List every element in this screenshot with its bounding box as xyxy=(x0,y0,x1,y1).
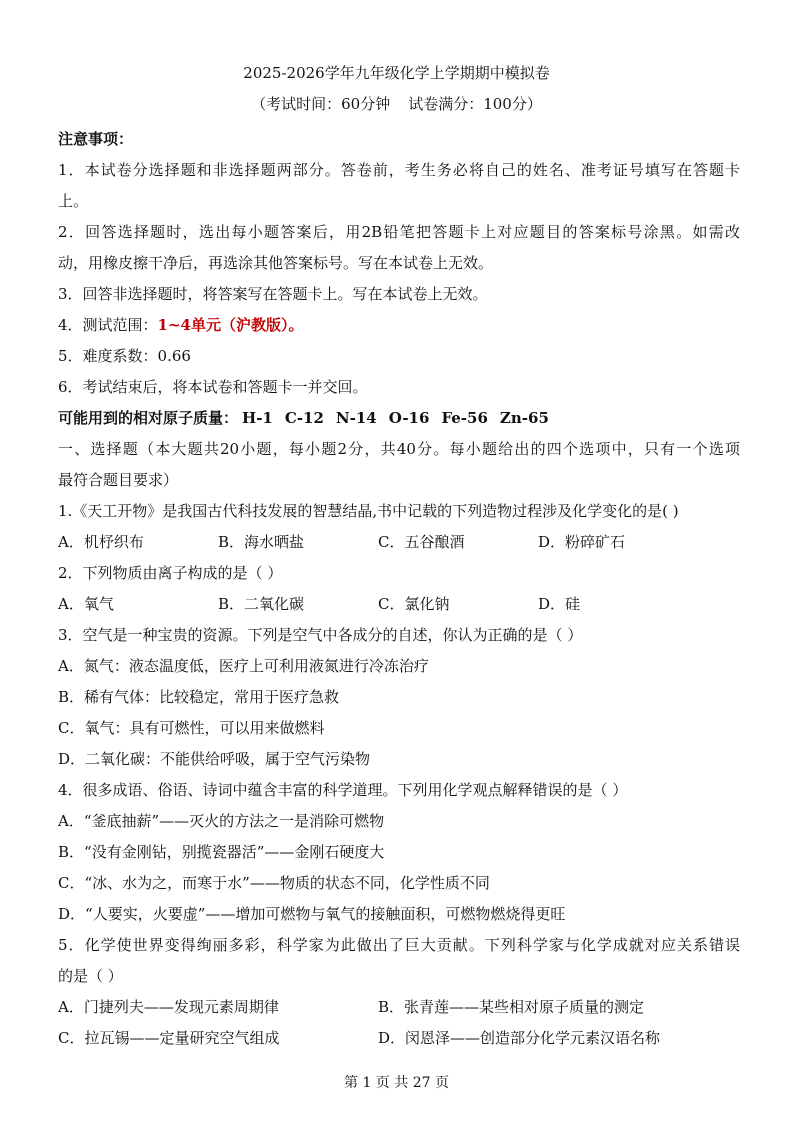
q1-option-a: A．机杼织布 xyxy=(58,533,144,551)
note-1-line-1: 1．本试卷分选择题和非选择题两部分。答卷前，考生务必将自己的姓名、准考证号填写在答题卡 xyxy=(58,161,740,179)
q5-option-a: A．门捷列夫——发现元素周期律 xyxy=(58,998,279,1016)
section-1-intro-line-1: 一、选择题（本大题共20小题，每小题2分，共40分。每小题给出的四个选项中，只有一个选项 xyxy=(58,440,740,458)
q3-option-d: D．二氧化碳：不能供给呼吸，属于空气污染物 xyxy=(58,750,371,768)
note-6: 6．考试结束后，将本试卷和答题卡一并交回。 xyxy=(58,378,368,396)
exam-title: 2025-2026学年九年级化学上学期期中模拟卷 xyxy=(243,64,550,82)
note-3: 3．回答非选择题时，将答案写在答题卡上。写在本试卷上无效。 xyxy=(58,285,488,303)
notes-heading: 注意事项： xyxy=(58,130,134,148)
q2-option-c: C．氯化钠 xyxy=(378,595,450,613)
q2-options xyxy=(58,589,740,620)
q2-stem: 2．下列物质由离子构成的是（ ） xyxy=(58,564,283,582)
q1-option-b: B．海水晒盐 xyxy=(218,533,305,551)
atomic-mass-label: 可能用到的相对原子质量： xyxy=(58,409,239,427)
q5-option-b: B．张青莲——某些相对原子质量的测定 xyxy=(378,998,645,1016)
q2-option-b: B．二氧化碳 xyxy=(218,595,305,613)
q4-option-c: C．“冰、水为之，而寒于水”——物质的状态不同，化学性质不同 xyxy=(58,874,490,892)
q1-option-c: C．五谷酿酒 xyxy=(378,533,465,551)
atomic-mass-zn: Zn-65 xyxy=(499,409,549,427)
q4-option-d: D．“人要实，火要虚”——增加可燃物与氧气的接触面积，可燃物燃烧得更旺 xyxy=(58,905,566,923)
note-4-label: 4．测试范围： xyxy=(58,316,158,334)
q5-option-c: C．拉瓦锡——定量研究空气组成 xyxy=(58,1029,280,1047)
note-2-line-1: 2．回答选择题时，选出每小题答案后，用2B铅笔把答题卡上对应题目的答案标号涂黑。如需改 xyxy=(58,223,740,241)
q3-option-a: A．氮气：液态温度低，医疗上可利用液氮进行冷冻治疗 xyxy=(58,657,429,675)
atomic-mass-line xyxy=(58,403,740,434)
note-5: 5．难度系数：0.66 xyxy=(58,347,191,365)
q5-option-d: D．闵恩泽——创造部分化学元素汉语名称 xyxy=(378,1029,661,1047)
q5-stem-line-2: 的是（ ） xyxy=(58,967,123,985)
atomic-mass-o: O-16 xyxy=(388,409,430,427)
q2-option-a: A．氧气 xyxy=(58,595,114,613)
exam-time: （考试时间：60分钟 xyxy=(251,95,391,113)
q1-options xyxy=(58,527,740,558)
note-4 xyxy=(58,310,740,341)
exam-score: 试卷满分：100分） xyxy=(408,95,542,113)
atomic-mass-h: H-1 xyxy=(242,409,273,427)
exam-content xyxy=(58,124,740,1054)
note-2-line-2: 动，用橡皮擦干净后，再选涂其他答案标号。写在本试卷上无效。 xyxy=(58,254,494,272)
q5-options-row-2 xyxy=(58,1023,740,1054)
q2-option-d: D．硅 xyxy=(538,595,581,613)
q1-option-d: D．粉碎矿石 xyxy=(538,533,626,551)
q4-option-b: B．“没有金刚钻，别揽瓷器活”——金刚石硬度大 xyxy=(58,843,385,861)
q3-option-b: B．稀有气体：比较稳定，常用于医疗急救 xyxy=(58,688,340,706)
atomic-mass-fe: Fe-56 xyxy=(441,409,488,427)
atomic-mass-n: N-14 xyxy=(335,409,377,427)
section-1-intro-line-2: 最符合题目要求） xyxy=(58,471,179,489)
test-scope: 1~4单元（沪教版）。 xyxy=(157,316,304,334)
q5-options-row-1 xyxy=(58,992,740,1023)
q3-stem: 3．空气是一种宝贵的资源。下列是空气中各成分的自述，你认为正确的是（ ） xyxy=(58,626,583,644)
q5-stem-line-1: 5．化学使世界变得绚丽多彩，科学家为此做出了巨大贡献。下列科学家与化学成就对应关系错误 xyxy=(58,936,740,954)
q4-stem: 4．很多成语、俗语、诗词中蕴含丰富的科学道理。下列用化学观点解释错误的是（ ） xyxy=(58,781,628,799)
exam-subtitle xyxy=(0,93,793,114)
note-1-line-2: 上。 xyxy=(58,192,89,210)
page-footer: 第 1 页 共 27 页 xyxy=(344,1075,449,1091)
q4-option-a: A．“釜底抽薪”——灭火的方法之一是消除可燃物 xyxy=(58,812,385,830)
q1-stem: 1.《天工开物》是我国古代科技发展的智慧结晶,书中记载的下列造物过程涉及化学变化的是( ) xyxy=(58,502,679,520)
atomic-mass-c: C-12 xyxy=(284,409,324,427)
q3-option-c: C．氧气：具有可燃性，可以用来做燃料 xyxy=(58,719,325,737)
